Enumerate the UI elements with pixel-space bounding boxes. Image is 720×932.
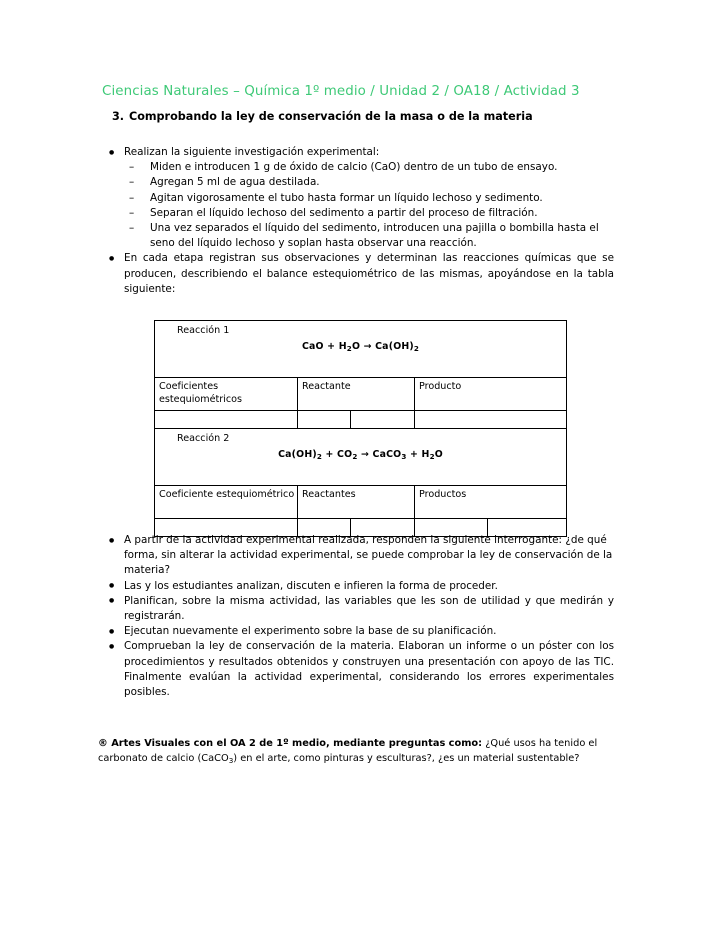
closing-bullet-4-text: ● Ejecutan nuevamente el experimento sobre la base de su planificación. [124, 625, 497, 638]
closing-bullet-2-text: ● Las y los estudiantes analizan, discuten e infieren la forma de proceder. [124, 579, 498, 592]
list-item [124, 191, 614, 206]
reaction-2-equation: $Ca(OH)_2 + CO_2$ → CaCO$_3$ + $H_2O$ [278, 449, 443, 461]
step-4-text: – Separan el líquido lechoso del sedimento a partir del proceso de filtración. [150, 206, 538, 219]
closing-bullet-list [106, 533, 614, 700]
table-row [155, 378, 567, 411]
list-item [106, 624, 614, 639]
table-row [155, 411, 567, 429]
table-row [155, 429, 567, 486]
reaction-1-blank-2[interactable] [298, 411, 351, 429]
list-item [106, 579, 614, 594]
footer-lead-text: Artes Visuales con el OA 2 de 1º medio, mediante preguntas como: [107, 738, 483, 749]
list-item [124, 160, 614, 175]
reaction-table [154, 320, 567, 537]
reaction-2-header-reactantes: Reactantes [298, 486, 415, 519]
reaction-2-header-productos: Productos [415, 486, 567, 519]
step-3-text: – Agitan vigorosamente el tubo hasta formar un líquido lechoso y sedimento. [150, 191, 543, 204]
closing-block [106, 533, 614, 700]
closing-bullet-3-text: ● Planifican, sobre la misma actividad, las variables que les son de utilidad y que medirán y registrarán. [124, 594, 614, 623]
reaction-2-banner [155, 429, 567, 486]
registered-symbol-icon: ® [98, 738, 108, 749]
reaction-1-banner [155, 321, 567, 378]
reaction-2-label: Reacción 2 [177, 433, 230, 444]
reaction-1-blank-3[interactable] [351, 411, 415, 429]
reaction-1-label: Reacción 1 [177, 325, 230, 336]
list-item [106, 145, 614, 251]
reaction-1-header-reactante: Reactante [298, 378, 415, 411]
reaction-1-blank-1[interactable] [155, 411, 298, 429]
list-item [106, 533, 614, 579]
step-2-text: – Agregan 5 ml de agua destilada. [150, 176, 320, 189]
reaction-2-header-coeficiente: Coeficiente estequiométrico [155, 486, 298, 519]
intro-bullet-1-text: ● Realizan la siguiente investigación experimental: [124, 146, 380, 158]
reaction-1-header-producto: Producto [415, 378, 567, 411]
closing-bullet-5-text: ● Comprueban la ley de conservación de la materia. Elaboran un informe o un póster con los procedimientos y resultados obtenidos y construyen una presentación con apoyo de las TIC. Finalmente evalúan la actividad experimental, considerando los errores experimentales posibles. [124, 640, 614, 699]
list-item [124, 221, 614, 251]
reaction-1-equation: CaO + $H_2O \to Ca(OH)_2$ [301, 341, 420, 353]
list-item [106, 594, 614, 624]
reaction-1-header-coeficientes: Coeficientes estequiométricos [155, 378, 298, 411]
list-item [124, 175, 614, 190]
table-row [155, 486, 567, 519]
step-1-text: – Miden e introducen 1 g de óxido de calcio (CaO) dentro de un tubo de ensayo. [150, 161, 558, 174]
intro-bullet-list [106, 145, 614, 297]
section-number: 3. [112, 110, 125, 123]
table-row [155, 321, 567, 378]
closing-bullet-1-text: ● A partir de la actividad experimental realizada, responden la siguiente interrogante: ¿de qué forma, sin alterar la actividad experimental, se puede comprobar la ley de conservación de la materia? [124, 534, 613, 577]
breadcrumb: Ciencias Naturales – Química 1º medio / Unidad 2 / OA18 / Actividad 3 [102, 84, 580, 99]
list-item [106, 639, 614, 700]
reaction-1-blank-4[interactable] [415, 411, 567, 429]
steps-list [124, 160, 614, 251]
intro-block [106, 145, 614, 297]
page-title [112, 110, 533, 123]
intro-bullet-2-text: ● En cada etapa registran sus observaciones y determinan las reacciones químicas que se producen, describiendo el balance estequiométrico de las mismas, apoyándose en la tabla siguiente: [124, 252, 614, 295]
step-5-text: – Una vez separados el líquido del sedimento, introducen una pajilla o bombilla hasta el seno del líquido lechoso y soplan hasta observar una reacción. [150, 222, 599, 250]
section-title-text: Comprobando la ley de conservación de la masa o de la materia [129, 110, 533, 123]
list-item [106, 251, 614, 297]
footer-rest-text: ¿Qué usos ha tenido el carbonato de calcio (CaCO$_3$) en el arte, como pinturas y esculturas?, ¿es un material sustentable? [98, 738, 598, 765]
list-item [124, 206, 614, 221]
footer-note [98, 737, 610, 768]
